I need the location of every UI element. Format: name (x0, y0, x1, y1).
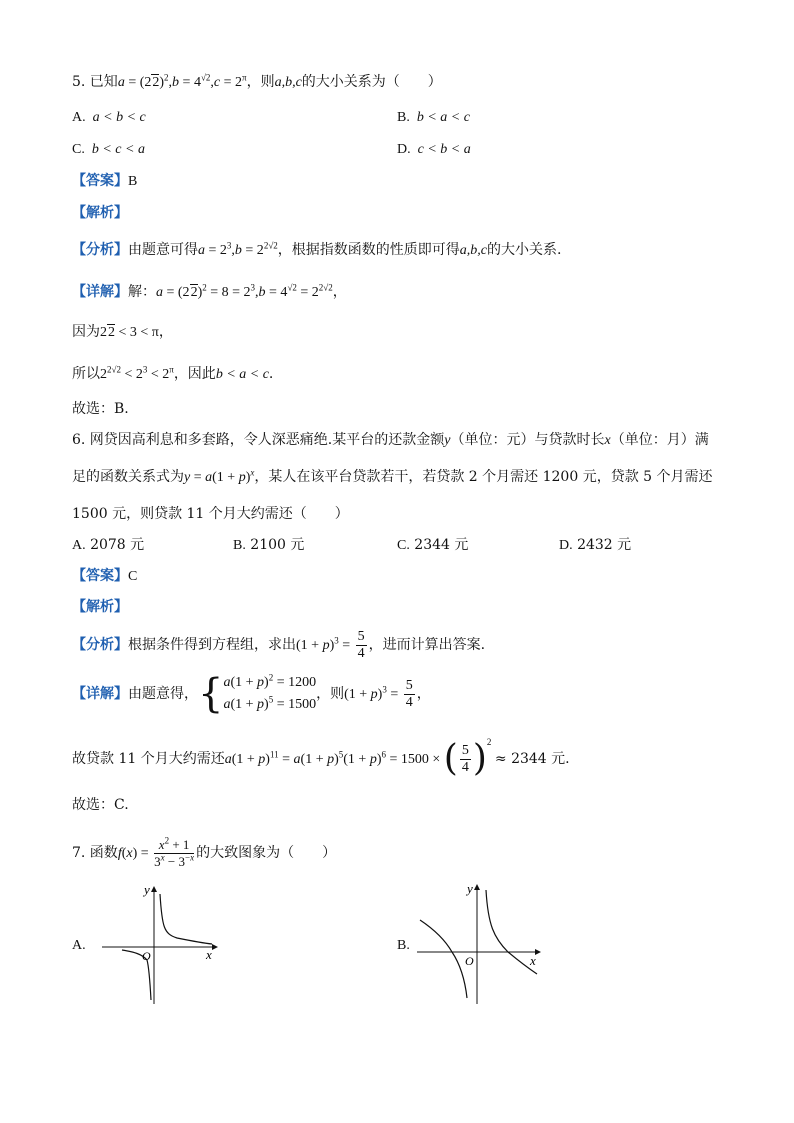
q7-option-b[interactable]: B. (397, 938, 410, 953)
q6-choose: 故选：C. (72, 797, 129, 813)
q5-option-d[interactable]: D. c < b < a (397, 142, 471, 157)
q5-stem: 5. 已知$a = (22)^2,b = 4^{√2},c = 2^\pi$，则a,b,c的大小关系为（ ） (72, 72, 442, 90)
curve-right (160, 894, 212, 944)
q7-option-a[interactable]: A. (72, 938, 86, 953)
q6-option-b[interactable]: B. 2100 元 (233, 537, 305, 553)
q6-stem-line3: 1500 元，则贷款 11 个月大约需还（ ） (72, 506, 349, 522)
q6-option-d[interactable]: D. 2432 元 (559, 537, 632, 553)
curve-left (420, 920, 467, 998)
q5-option-b[interactable]: B. b < a < c (397, 110, 470, 125)
q5-xiangjie: 【详解】解：$a = (22)^2 = 8 = 2^3,b = 4^{√2} = 2^{2√2}$， (72, 282, 347, 300)
q6-option-a[interactable]: A. 2078 元 (72, 537, 145, 553)
origin-label: O (142, 949, 151, 963)
x-axis-label: x (206, 947, 212, 962)
q5-analysis-tag: 【解析】 (72, 205, 128, 221)
y-axis-label: y (144, 882, 150, 897)
q5-answer: 【答案】B (72, 173, 138, 189)
q7-graph-a[interactable] (92, 882, 232, 1007)
fraction-5-4: $\frac{5}{4}$ (357, 628, 365, 661)
origin-label: O (465, 954, 474, 968)
q6-analysis-tag: 【解析】 (72, 599, 128, 615)
q6-xiangjie: 【详解】由题意得，{ $a(1 + p)^2 = 1200$ $a(1 + p)^5 = 1500$ ，则$(1 + p)^3$ = $\frac{5}{4}$ ， (72, 671, 431, 717)
q6-fenxi: 【分析】根据条件得到方程组，求出$(1 + p)^3$ = $\frac{5}{4}$ ，进而计算出答案. (72, 628, 486, 661)
y-axis-label: y (467, 881, 473, 896)
q6-conclusion: 故贷款 11 个月大约需还$a(1 + p)^{11} = a(1 + p)^5(1 + p)^6 = 1500$ × ( $\frac{5}{4}$ )$^2$ ≈ 2344 元. (72, 737, 570, 779)
q5-choose: 故选：B. (72, 401, 129, 417)
q5-fenxi: 【分析】由题意可得$a = 2^3,b = 2^{2√2}$，根据指数函数的性质即可得a,b,c的大小关系. (72, 240, 562, 258)
q7-stem: 7. 函数f(x) = $\frac{x^2 + 1}{3^x - 3^{-x}}$ 的大致图象为（ ） (72, 835, 337, 869)
equation-system: $a(1 + p)^2 = 1200$ $a(1 + p)^5 = 1500$ (223, 672, 317, 712)
q5-therefore: 所以$2^{2√2} < 2^3 < 2^\pi$，因此b < a < c. (72, 364, 274, 382)
q6-answer: 【答案】C (72, 568, 138, 584)
q6-stem-line1: 6. 网贷因高利息和多套路，令人深恶痛绝.某平台的还款金额y（单位：元）与贷款时长x（单位：月）满 (72, 432, 709, 448)
q5-option-c[interactable]: C. b < c < a (72, 142, 145, 157)
q7-graph-b[interactable] (412, 880, 547, 1007)
q6-option-c[interactable]: C. 2344 元 (397, 537, 469, 553)
q5-because: 因为22 < 3 < π， (72, 324, 173, 340)
x-axis-label: x (530, 953, 536, 968)
q5-option-a[interactable]: A. a < b < c (72, 110, 146, 125)
q6-stem-line2: 足的函数关系式为$y = a(1 + p)^x$，某人在该平台贷款若干，若贷款 2 个月需还 1200 元，贷款 5 个月需还 (72, 467, 713, 485)
